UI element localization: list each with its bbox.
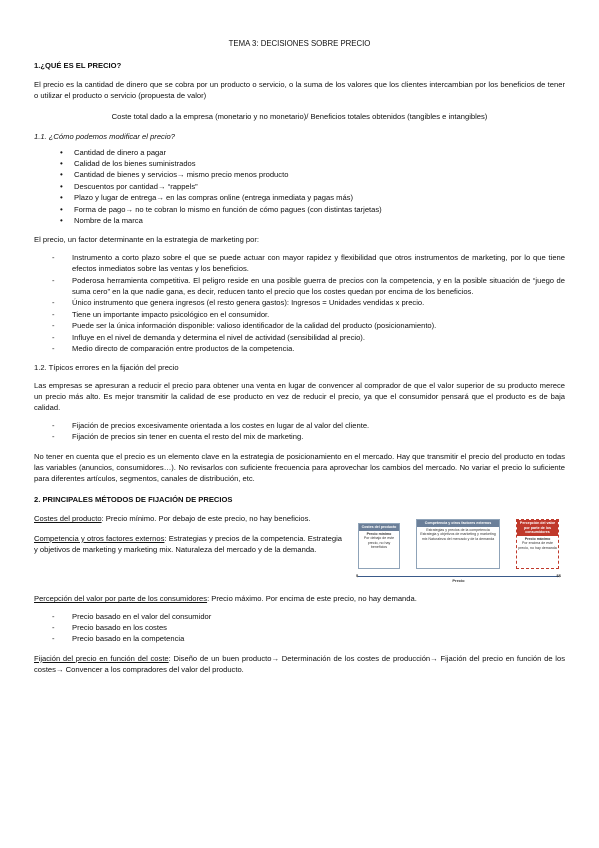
price-definition: El precio es la cantidad de dinero que se cobra por un producto o servicio, o la suma de los valores que los clientes intercambian por los beneficios de tener o utilizar el producto o servicio (propuesta de valor): [34, 80, 565, 101]
subsection-1-1-heading: 1.1. ¿Cómo podemos modificar el precio?: [34, 132, 175, 142]
closing-paragraph: No tener en cuenta que el precio es un elemento clave en la estrategia de posicionamiento en el mercado. Hay que transmitir el precio del producto en todas las variables (anuncios, consumidores…). No revisarlos con suficiente frecuencia para aprovechar los cambios del mercado. No variar el precio lo suficiente para diferentes artículos, segmentos, canales de distribución, etc.: [34, 451, 565, 484]
section-1-heading: 1.¿QUÉ ES EL PRECIO?: [34, 60, 122, 70]
diagram-perception-text: Por encima de este precio, no hay demanda: [518, 541, 557, 550]
diagram-perception-sub: Precio máximo: [524, 536, 551, 541]
factor-intro: El precio, un factor determinante en la estrategia de marketing por:: [34, 235, 259, 245]
diagram-competition-header: Competencia y otros factores externos: [417, 520, 499, 526]
list-item: - Precio basado en el valor del consumidor: [72, 611, 565, 622]
factor-list: [34, 252, 565, 355]
competencia-text: : Estrategias y precios de la competencia. Estrategia y objetivos de marketing y marketing mix. Naturaleza del mercado y de la demanda.: [34, 533, 343, 554]
list-item: - Fijación de precios sin tener en cuenta el resto del mix de marketing.: [72, 431, 565, 442]
diagram-perception-header: Percepción del valor por parte de los consumidores: [517, 520, 558, 535]
diagram-costs-header: Costes del producto: [359, 524, 399, 530]
methods-list: [34, 611, 565, 645]
competencia-paragraph: [34, 533, 342, 556]
costes-text: : Precio mínimo. Por debajo de este precio, no hay beneficios.: [101, 514, 311, 524]
diagram-price-axis: [358, 576, 559, 577]
list-item: - Único instrumento que genera ingresos (el resto genera gastos): Ingresos = Unidades vendidas x precio.: [72, 297, 565, 308]
list-item: • Descuentos por cantidad→ “rappels”: [74, 181, 565, 192]
pricing-diagram: [356, 517, 561, 587]
list-item: - Precio basado en los costes: [72, 622, 565, 633]
diagram-competition-box: [416, 519, 500, 569]
costes-label: Costes del producto: [34, 514, 102, 524]
price-formula: Coste total dado a la empresa (monetario y no monetario)/ Beneficios totales obtenidos (tangibles e intangibles): [111, 111, 488, 121]
section-2-heading: 2. PRINCIPALES MÉTODOS DE FIJACIÓN DE PRECIOS: [34, 494, 233, 504]
list-item: • Plazo y lugar de entrega→ en las compras online (entrega inmediata y pagas más): [74, 192, 565, 203]
competencia-label: Competencia y otros factores externos: [34, 533, 165, 543]
methods-text: [34, 513, 342, 563]
modify-price-list: [34, 147, 565, 227]
diagram-low-symbol: $: [356, 573, 359, 579]
list-item: - Puede ser la única información disponible: valioso identificador de la calidad del producto (posicionamiento).: [72, 320, 565, 331]
diagram-axis-label: Precio: [452, 578, 465, 584]
costes-paragraph: [34, 513, 342, 524]
diagram-costs-text: Por debajo de este precio, no hay beneficios: [363, 536, 395, 550]
document-title: TEMA 3: DECISIONES SOBRE PRECIO: [228, 39, 371, 48]
diagram-costs-sub: Precio mínimo: [366, 531, 392, 536]
errors-paragraph: Las empresas se apresuran a reducir el precio para obtener una venta en lugar de convencer al comprador de que el valor superior de su producto merece un precio más alto. Es mejor transmitir la calidad de ese producto en vez de reducir el precio, ya que el consumidor pensará que el producto es de baja calidad.: [34, 380, 565, 413]
list-item: - Poderosa herramienta competitiva. El peligro reside en una posible guerra de precios con la competencia, y en la posible situación de “juego de suma cero” en la que nadie gana, es decir, reducen tanto el precio que los costes quedan por encima de los beneficios.: [72, 275, 565, 298]
list-item: - Fijación de precios excesivamente orientada a los costes en lugar de al valor del cliente.: [72, 420, 565, 431]
fijacion-paragraph: [34, 653, 565, 676]
methods-row: [34, 513, 565, 587]
percepcion-label: Percepción del valor por parte de los consumidores: [34, 594, 208, 604]
percepcion-paragraph: [34, 593, 565, 604]
diagram-costs-box: [358, 523, 400, 569]
list-item: - Medio directo de comparación entre productos de la competencia.: [72, 343, 565, 354]
diagram-competition-text: Estrategias y precios de la competencia Estrategia y objetivos de marketing y marketing mix Naturaleza del mercado y de la demanda: [420, 527, 496, 541]
list-item: - Tiene un importante impacto psicológico en el consumidor.: [72, 309, 565, 320]
percepcion-text: : Precio máximo. Por encima de este precio, no hay demanda.: [207, 594, 417, 604]
list-item: - Precio basado en la competencia: [72, 633, 565, 644]
errors-list: [34, 420, 565, 443]
fijacion-text: : Diseño de un buen producto→ Determinación de los costes de producción→ Fijación del precio en función de los costes→ Convencer a los compradores del valor del producto.: [34, 653, 565, 675]
diagram-perception-box: [516, 519, 559, 569]
list-item: - Influye en el nivel de demanda y determina el nivel de actividad (sensibilidad al precio).: [72, 332, 565, 343]
list-item: - Instrumento a corto plazo sobre el que se puede actuar con mayor rapidez y flexibilidad que otros instrumentos de marketing, por lo que tiene efectos inmediatos sobre las ventas y los beneficios.: [72, 252, 565, 275]
diagram-high-symbol: $$: [556, 573, 561, 579]
list-item: • Nombre de la marca: [74, 215, 565, 226]
fijacion-label: Fijación del precio en función del coste: [34, 653, 169, 663]
list-item: • Cantidad de bienes y servicios→ mismo precio menos producto: [74, 169, 565, 180]
list-item: • Calidad de los bienes suministrados: [74, 158, 565, 169]
list-item: • Cantidad de dinero a pagar: [74, 147, 565, 158]
list-item: • Forma de pago→ no te cobran lo mismo en función de cómo pagues (con distintas tarjetas): [74, 204, 565, 215]
subsection-1-2-heading: 1.2. Típicos errores en la fijación del precio: [34, 363, 179, 373]
